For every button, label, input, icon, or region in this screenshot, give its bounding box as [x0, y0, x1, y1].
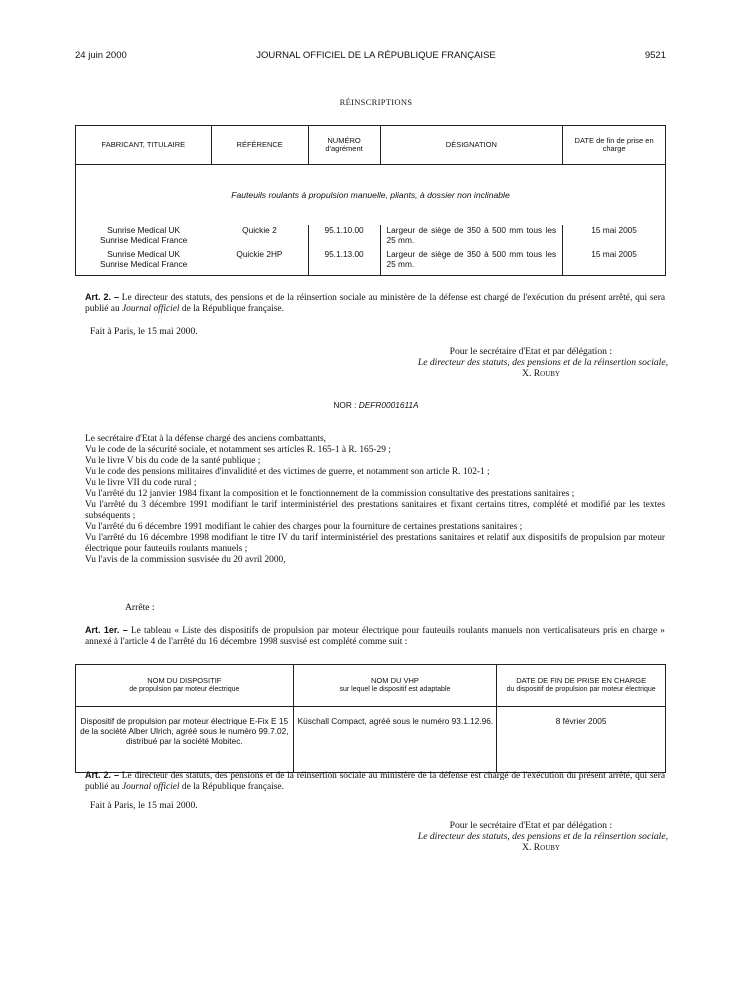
cell-numero: 95.1.10.00	[308, 225, 380, 245]
visa-line: Vu l'arrêté du 12 janvier 1984 fixant la composition et le fonctionnement de la commission consultative des prestations sanitaires ;	[85, 489, 575, 499]
fabricant-line: Sunrise Medical France	[100, 259, 188, 269]
signature-title: Le directeur des statuts, des pensions et de la réinsertion sociale,	[417, 357, 668, 368]
fait-a-paris: Fait à Paris, le 15 mai 2000.	[90, 326, 198, 337]
table-row	[76, 707, 666, 773]
table-subtitle: Fauteuils roulants à propulsion manuelle, pliants, à dossier non inclinable	[231, 190, 510, 200]
visa-line: Vu le livre V bis du code de la santé publique ;	[85, 456, 261, 466]
signature-line: Pour le secrétaire d'Etat et par délégation :	[449, 346, 612, 357]
cell-dispositif: Dispositif de propulsion par moteur électrique E-Fix E 15 de la société Alber Ulrich, agréé sous le numéro 99.7.02, distribué par la société Mobitec.	[76, 707, 294, 773]
reinscriptions-table	[75, 125, 666, 276]
article-2-paragraph	[85, 770, 665, 793]
visa-line: Vu l'arrêté du 3 décembre 1991 modifiant le tarif interministériel des prestations sanitaires et fixant certains titres, complété et modifié par les textes subséquents ;	[85, 500, 665, 521]
nor-label: NOR :	[333, 400, 357, 410]
article-label: Art. 1er. –	[85, 625, 128, 635]
table-row	[76, 245, 666, 276]
col-header-reference: RÉFÉRENCE	[211, 126, 308, 165]
signature-block	[300, 346, 668, 379]
header-sub: du dispositif de propulsion par moteur électrique	[506, 685, 656, 693]
cell-reference: Quickie 2	[211, 225, 308, 245]
col-header-vhp	[293, 665, 497, 707]
section-title: RÉINSCRIPTIONS	[339, 97, 413, 107]
header-main: NOM DU DISPOSITIF	[147, 676, 222, 685]
page-number: 9521	[644, 50, 666, 61]
arrete-heading: Arrête :	[125, 602, 155, 613]
signature-title: Le directeur des statuts, des pensions et de la réinsertion sociale,	[417, 831, 668, 842]
visas-block	[85, 434, 665, 566]
visa-line: Vu l'arrêté du 16 décembre 1998 modifiant le titre IV du tarif interministériel des prestations sanitaires et relatif aux dispositifs de propulsion par moteur électrique pour fauteuils roulants manuels ;	[85, 533, 665, 554]
cell-date-fin: 8 février 2005	[555, 716, 607, 726]
cell-fabricant	[76, 245, 212, 276]
header-main: NOM DU VHP	[370, 676, 419, 685]
col-header-dispositif	[76, 665, 294, 707]
cell-date: 15 mai 2005	[591, 249, 637, 259]
visa-line: Le secrétaire d'Etat à la défense chargé des anciens combattants,	[85, 434, 326, 444]
visa-line: Vu le code des pensions militaires d'invalidité et des victimes de guerre, et notamment son article R. 102-1 ;	[85, 467, 490, 477]
fabricant-line: Sunrise Medical France	[100, 235, 188, 245]
cell-reference: Quickie 2HP	[211, 245, 308, 276]
nor-reference	[0, 400, 752, 410]
cell-designation: Largeur de siège de 350 à 500 mm tous les 25 mm.	[380, 225, 563, 245]
signatory-name: X. Rouby	[522, 368, 560, 379]
article-text: Le directeur des statuts, des pensions et de la réinsertion sociale au ministère de la défense est chargé de l'exécution du présent arrêté, qui sera publié au	[85, 771, 666, 792]
journal-reference: Journal officiel	[121, 304, 180, 314]
signatory-name: X. Rouby	[522, 842, 560, 853]
article-text-end: de la République française.	[181, 782, 284, 792]
col-header-designation: DÉSIGNATION	[380, 126, 563, 165]
cell-vhp: Küschall Compact, agréé sous le numéro 93.1.12.96.	[293, 707, 497, 773]
col-header-numero: NUMÉRO d'agrément	[308, 126, 380, 165]
article-2-paragraph	[85, 292, 665, 315]
table-row	[76, 225, 666, 245]
visa-line: Vu l'arrêté du 6 décembre 1991 modifiant le cahier des charges pour la fourniture de certaines prestations sanitaires ;	[85, 522, 523, 532]
fait-a-paris: Fait à Paris, le 15 mai 2000.	[90, 800, 198, 811]
article-label: Art. 2. –	[85, 770, 119, 780]
article-label: Art. 2. –	[85, 292, 119, 302]
visa-line: Vu l'avis de la commission susvisée du 20 avril 2000,	[85, 555, 286, 565]
article-1-paragraph	[85, 625, 665, 648]
cell-fabricant	[76, 225, 212, 245]
header-sub: sur lequel le dispositif est adaptable	[339, 685, 451, 693]
col-header-date-fin	[497, 665, 666, 707]
visa-line: Vu le livre VII du code rural ;	[85, 478, 197, 488]
header-date: 24 juin 2000	[75, 50, 127, 61]
journal-title: JOURNAL OFFICIEL DE LA RÉPUBLIQUE FRANÇAISE	[256, 50, 496, 61]
header-sub: de propulsion par moteur électrique	[129, 685, 240, 693]
header-main: DATE DE FIN DE PRISE EN CHARGE	[516, 676, 647, 685]
article-text-end: de la République française.	[181, 304, 284, 314]
cell-date: 15 mai 2005	[591, 225, 637, 235]
visa-line: Vu le code de la sécurité sociale, et notamment ses articles R. 165-1 à R. 165-29 ;	[85, 445, 391, 455]
fabricant-line: Sunrise Medical UK	[107, 249, 181, 259]
article-text: Le tableau « Liste des dispositifs de propulsion par moteur électrique pour fauteuils roulants manuels non verticalisateurs pris en charge » annexé à l'article 4 de l'arrêté du 16 décembre 1998 susvisé est complété comme suit :	[85, 626, 665, 647]
cell-numero: 95.1.13.00	[308, 245, 380, 276]
table-header-row	[76, 126, 666, 165]
col-header-date: DATE de fin de prise en charge	[563, 126, 666, 165]
table-header-row	[76, 665, 666, 707]
journal-reference: Journal officiel	[121, 782, 180, 792]
col-header-fabricant: FABRICANT, TITULAIRE	[76, 126, 212, 165]
table-subtitle-row	[76, 165, 666, 226]
fabricant-line: Sunrise Medical UK	[107, 225, 181, 235]
dispositifs-table	[75, 664, 666, 773]
signature-block	[300, 820, 668, 853]
signature-line: Pour le secrétaire d'Etat et par délégation :	[449, 820, 612, 831]
nor-code: DEFR0001611A	[358, 400, 419, 410]
article-text: Le directeur des statuts, des pensions et de la réinsertion sociale au ministère de la défense est chargé de l'exécution du présent arrêté, qui sera publié au	[85, 293, 666, 314]
cell-designation: Largeur de siège de 350 à 500 mm tous les 25 mm.	[380, 245, 563, 276]
